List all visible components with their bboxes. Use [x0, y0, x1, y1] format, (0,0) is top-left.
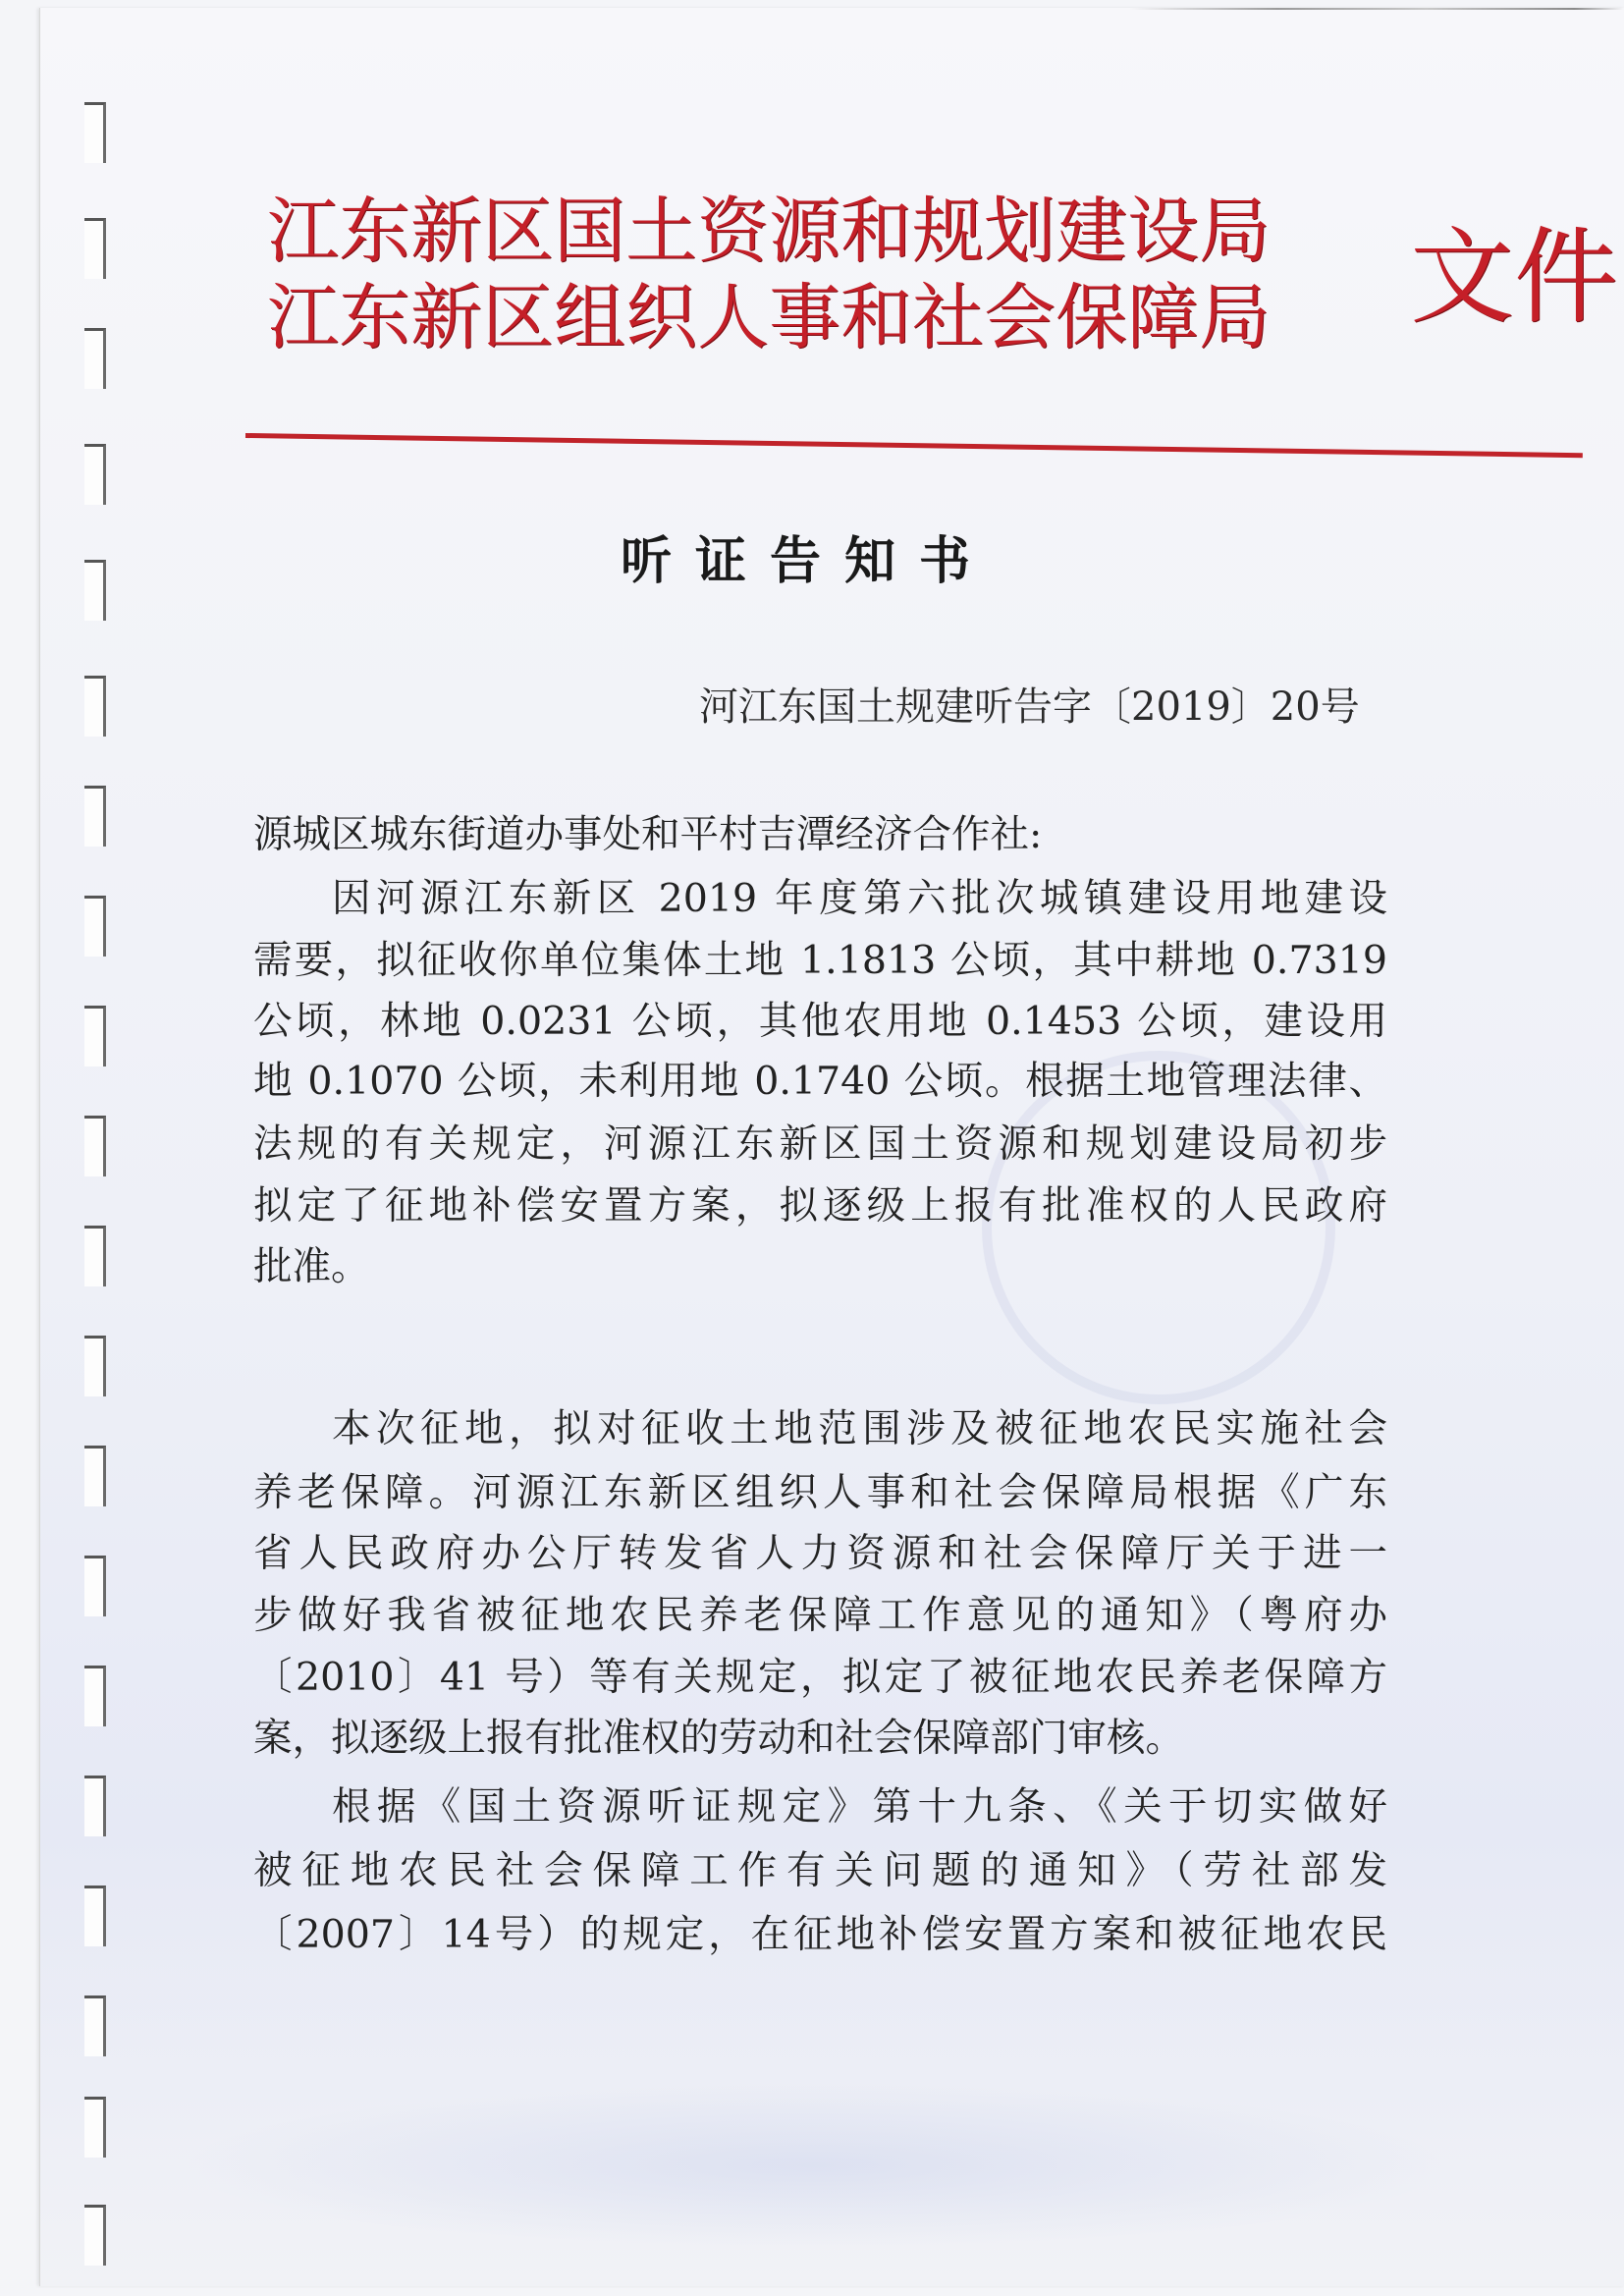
- binding-hole-icon: [84, 560, 106, 621]
- binding-hole-icon: [84, 1666, 106, 1726]
- document-title: 听证告知书: [621, 531, 995, 591]
- binding-hole-icon: [84, 1556, 106, 1616]
- paragraph-3-line: 〔2007〕14号）的规定，在征地补偿安置方案和被征地农民: [253, 1912, 1387, 1957]
- binding-hole-icon: [84, 1336, 106, 1396]
- addressee: 源城区城东街道办事处和平村吉潭经济合作社:: [253, 812, 1043, 857]
- paragraph-1-line: 因河源江东新区 2019 年度第六批次城镇建设用地建设: [332, 876, 1387, 921]
- binding-hole-icon: [84, 1776, 106, 1836]
- paragraph-2-line: 本次征地，拟对征收土地范围涉及被征地农民实施社会: [332, 1406, 1387, 1451]
- letterhead-doc-type: 文件: [1410, 217, 1618, 338]
- page-top-edge: [1129, 8, 1624, 10]
- binding-hole-icon: [84, 1116, 106, 1176]
- binding-hole-icon: [84, 896, 106, 957]
- binding-hole-icon: [84, 786, 106, 847]
- paragraph-1-line: 法规的有关规定，河源江东新区国土资源和规划建设局初步: [253, 1121, 1387, 1167]
- paragraph-2-line: 〔2010〕41 号）等有关规定，拟定了被征地农民养老保障方: [253, 1655, 1387, 1700]
- paragraph-1-line: 公顷，林地 0.0231 公顷，其他农用地 0.1453 公顷，建设用: [253, 999, 1387, 1044]
- paragraph-1-line: 拟定了征地补偿安置方案，拟逐级上报有批准权的人民政府: [253, 1183, 1387, 1229]
- paragraph-2-line: 养老保障。河源江东新区组织人事和社会保障局根据《广东: [253, 1470, 1387, 1515]
- paragraph-3-line: 根据《国土资源听证规定》第十九条、《关于切实做好: [332, 1784, 1387, 1830]
- paragraph-2-line: 案，拟逐级上报有批准权的劳动和社会保障部门审核。: [253, 1716, 1184, 1761]
- binding-hole-icon: [84, 1886, 106, 1946]
- binding-hole-icon: [84, 102, 106, 163]
- scan-smudge: [177, 2082, 1453, 2249]
- paragraph-2-line: 省人民政府办公厅转发省人力资源和社会保障厅关于进一: [253, 1531, 1387, 1576]
- binding-hole-icon: [84, 1446, 106, 1506]
- paragraph-1-line: 批准。: [253, 1244, 370, 1289]
- letterhead-org-2: 江东新区组织人事和社会保障局: [267, 276, 1271, 359]
- binding-hole-icon: [84, 218, 106, 279]
- binding-hole-icon: [84, 2205, 106, 2266]
- binding-hole-icon: [84, 2097, 106, 2158]
- binding-hole-icon: [84, 1006, 106, 1066]
- paragraph-2-line: 步做好我省被征地农民养老保障工作意见的通知》（粤府办: [253, 1593, 1387, 1638]
- binding-hole-icon: [84, 1995, 106, 2056]
- paragraph-1-line: 需要，拟征收你单位集体土地 1.1813 公顷，其中耕地 0.7319: [253, 938, 1387, 983]
- document-number: 河江东国土规建听告字〔2019〕20号: [699, 684, 1360, 730]
- binding-hole-icon: [84, 328, 106, 389]
- paragraph-3-line: 被征地农民社会保障工作有关问题的通知》（劳社部发: [253, 1848, 1387, 1893]
- letterhead-org-1: 江东新区国土资源和规划建设局: [267, 190, 1271, 273]
- binding-hole-icon: [84, 1226, 106, 1286]
- binding-hole-icon: [84, 444, 106, 505]
- binding-hole-icon: [84, 676, 106, 737]
- paragraph-1-line: 地 0.1070 公顷，未利用地 0.1740 公顷。根据土地管理法律、: [253, 1059, 1387, 1104]
